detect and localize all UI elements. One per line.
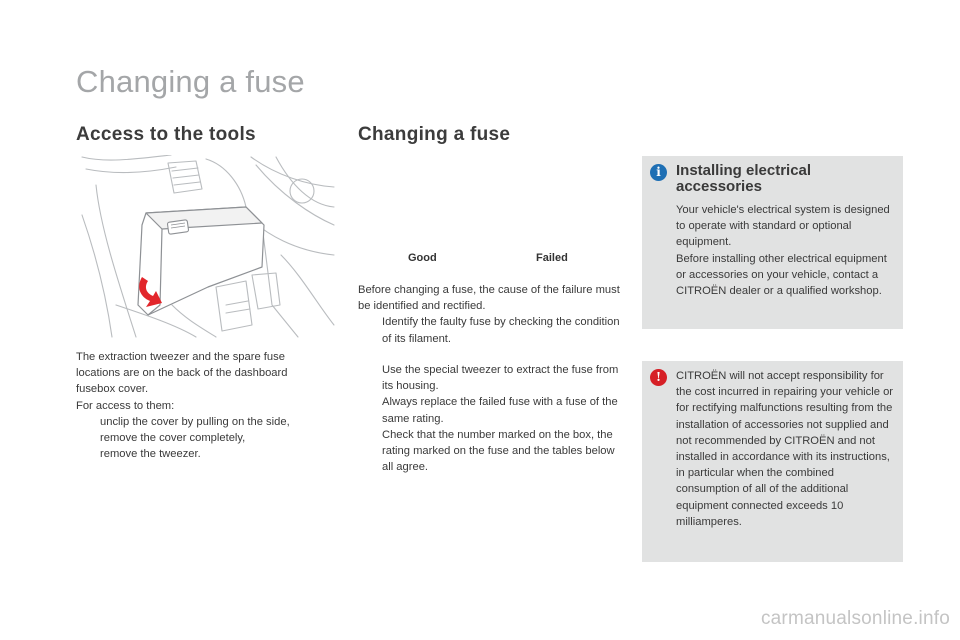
electrical-accessories-text: Your vehicle's electrical system is designed to operate with standard or optional equipment. Before installing other electrical equipment or accessories on your vehicle, contact a CITROËN dealer or a qualified workshop.	[676, 204, 890, 298]
changing-intro: Before changing a fuse, the cause of the failure must be identified and rectified.	[358, 284, 620, 313]
access-intro: The extraction tweezer and the spare fuse locations are on the back of the dashboard fusebox cover.	[76, 351, 288, 396]
responsibility-warning-box	[642, 361, 903, 562]
fusebox-cover-drawing	[76, 155, 337, 339]
page-title: Changing a fuse	[76, 64, 305, 99]
fuse-failed-label: Failed	[536, 252, 568, 264]
list-item: remove the cover completely,	[100, 432, 246, 445]
list-item: Check that the number marked on the box, the rating marked on the fuse and the tables below all agree.	[382, 428, 615, 474]
site-watermark: carmanualsonline.info	[760, 608, 950, 629]
changing-intro-text	[358, 282, 624, 347]
dashboard-fusebox-illustration	[76, 155, 337, 339]
info-icon: i	[650, 164, 667, 181]
fuse-condition-labels	[408, 252, 588, 266]
electrical-accessories-box	[642, 156, 903, 329]
fuse-good-label: Good	[408, 252, 437, 264]
list-item: remove the tweezer.	[100, 448, 201, 461]
list-item: unclip the cover by pulling on the side,	[100, 415, 290, 428]
changing-steps-text	[358, 362, 624, 475]
changing-fuse-heading: Changing a fuse	[358, 124, 511, 145]
responsibility-warning-text: CITROËN will not accept responsibility for the cost incurred in repairing your vehicle or for rectifying malfunctions resulting from the installation of accessories not supplied and not recommended by CITROËN and not installed in accordance with its instructions, in particular when the combined consumption of all of the additional equipment connected exceeds 10 milliamperes.	[676, 370, 894, 528]
electrical-accessories-title: Installing electrical accessories	[676, 162, 812, 195]
list-item: Use the special tweezer to extract the fuse from its housing.	[382, 364, 619, 393]
list-item: Always replace the failed fuse with a fuse of the same rating.	[382, 396, 618, 425]
list-item: Identify the faulty fuse by checking the condition of its filament.	[382, 316, 620, 345]
access-tools-heading: Access to the tools	[76, 124, 256, 145]
access-lead: For access to them:	[76, 399, 175, 412]
access-tools-text	[76, 349, 326, 462]
warning-icon: !	[650, 369, 667, 386]
